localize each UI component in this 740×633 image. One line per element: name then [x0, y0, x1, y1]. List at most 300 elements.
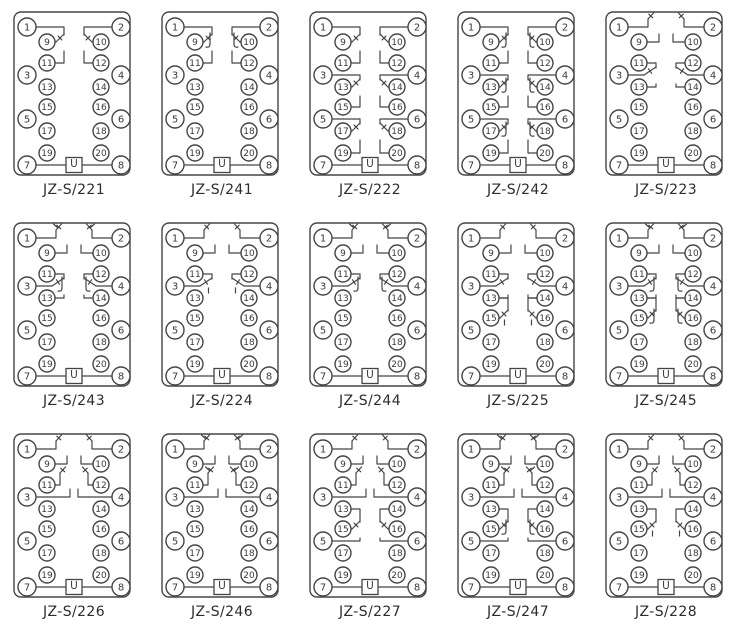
svg-text:14: 14: [687, 294, 699, 305]
svg-text:20: 20: [687, 360, 699, 371]
model-label: JZ-S/225: [486, 393, 550, 409]
svg-text:13: 13: [337, 505, 349, 516]
svg-text:9: 9: [488, 460, 494, 471]
svg-text:6: 6: [413, 536, 421, 548]
svg-text:17: 17: [189, 127, 201, 138]
svg-text:16: 16: [95, 525, 107, 536]
svg-text:7: 7: [23, 160, 31, 172]
svg-text:U: U: [218, 579, 226, 592]
socket-wiring-diagram: [296, 0, 444, 211]
svg-text:4: 4: [561, 281, 569, 293]
svg-text:1: 1: [23, 22, 31, 34]
svg-text:20: 20: [391, 360, 403, 371]
svg-text:17: 17: [485, 549, 497, 560]
svg-text:11: 11: [485, 481, 497, 492]
model-label: JZ-S/247: [486, 604, 550, 620]
diagram-cell: [148, 211, 296, 422]
svg-text:13: 13: [189, 505, 201, 516]
svg-text:5: 5: [467, 536, 475, 548]
svg-text:10: 10: [539, 460, 551, 471]
svg-text:11: 11: [633, 481, 645, 492]
svg-text:10: 10: [95, 38, 107, 49]
svg-text:18: 18: [687, 127, 699, 138]
model-label: JZ-S/228: [634, 604, 698, 620]
svg-text:17: 17: [189, 549, 201, 560]
svg-text:8: 8: [709, 160, 717, 172]
svg-text:1: 1: [23, 233, 31, 245]
svg-text:18: 18: [243, 127, 255, 138]
svg-text:3: 3: [171, 492, 179, 504]
svg-text:2: 2: [117, 233, 125, 245]
svg-text:18: 18: [391, 549, 403, 560]
svg-text:18: 18: [243, 549, 255, 560]
svg-text:U: U: [514, 157, 522, 170]
svg-text:7: 7: [615, 160, 623, 172]
svg-text:2: 2: [117, 444, 125, 456]
svg-text:6: 6: [117, 325, 125, 337]
svg-text:5: 5: [23, 325, 31, 337]
svg-text:6: 6: [413, 325, 421, 337]
svg-text:10: 10: [95, 249, 107, 260]
svg-text:17: 17: [337, 127, 349, 138]
svg-text:17: 17: [485, 127, 497, 138]
svg-text:7: 7: [319, 582, 327, 594]
svg-text:4: 4: [265, 70, 273, 82]
svg-text:U: U: [70, 157, 78, 170]
svg-text:13: 13: [41, 505, 53, 516]
svg-text:20: 20: [95, 571, 107, 582]
svg-text:11: 11: [485, 59, 497, 70]
socket-wiring-diagram: [592, 0, 740, 211]
svg-text:18: 18: [391, 338, 403, 349]
svg-text:15: 15: [189, 103, 201, 114]
svg-text:4: 4: [561, 70, 569, 82]
model-label: JZ-S/241: [190, 182, 254, 198]
svg-text:8: 8: [117, 371, 125, 383]
svg-text:13: 13: [41, 294, 53, 305]
svg-text:19: 19: [485, 360, 497, 371]
model-label: JZ-S/227: [338, 604, 402, 620]
svg-text:11: 11: [189, 270, 201, 281]
diagram-cell: [296, 0, 444, 211]
svg-text:12: 12: [243, 481, 255, 492]
svg-text:20: 20: [243, 360, 255, 371]
svg-text:3: 3: [23, 281, 31, 293]
svg-text:U: U: [70, 368, 78, 381]
svg-text:14: 14: [95, 294, 107, 305]
svg-text:12: 12: [687, 59, 699, 70]
svg-text:4: 4: [709, 70, 717, 82]
svg-text:8: 8: [709, 371, 717, 383]
svg-text:8: 8: [117, 160, 125, 172]
svg-text:11: 11: [337, 481, 349, 492]
svg-text:18: 18: [243, 338, 255, 349]
svg-text:5: 5: [319, 114, 327, 126]
svg-text:9: 9: [340, 460, 346, 471]
svg-text:13: 13: [633, 505, 645, 516]
svg-text:16: 16: [95, 314, 107, 325]
svg-text:19: 19: [337, 149, 349, 160]
svg-text:16: 16: [391, 103, 403, 114]
svg-text:2: 2: [265, 233, 273, 245]
svg-text:4: 4: [413, 492, 421, 504]
svg-text:11: 11: [41, 481, 53, 492]
socket-wiring-diagram: [0, 0, 148, 211]
socket-wiring-diagram: [0, 211, 148, 422]
svg-text:4: 4: [413, 281, 421, 293]
svg-text:U: U: [366, 157, 374, 170]
svg-text:15: 15: [189, 314, 201, 325]
svg-text:14: 14: [391, 83, 403, 94]
svg-text:6: 6: [413, 114, 421, 126]
svg-text:1: 1: [319, 444, 327, 456]
svg-text:8: 8: [709, 582, 717, 594]
svg-text:13: 13: [485, 294, 497, 305]
svg-text:3: 3: [171, 281, 179, 293]
svg-text:5: 5: [171, 536, 179, 548]
socket-wiring-diagram: [592, 422, 740, 633]
diagram-cell: [444, 211, 592, 422]
svg-text:12: 12: [687, 481, 699, 492]
model-label: JZ-S/243: [42, 393, 106, 409]
svg-text:5: 5: [615, 325, 623, 337]
svg-text:2: 2: [709, 444, 717, 456]
svg-text:4: 4: [561, 492, 569, 504]
svg-text:18: 18: [687, 338, 699, 349]
svg-text:U: U: [218, 157, 226, 170]
svg-text:6: 6: [117, 536, 125, 548]
svg-text:U: U: [514, 579, 522, 592]
socket-wiring-diagram: [444, 422, 592, 633]
svg-text:10: 10: [539, 249, 551, 260]
svg-text:2: 2: [561, 22, 569, 34]
svg-text:3: 3: [615, 492, 623, 504]
svg-text:10: 10: [687, 249, 699, 260]
svg-text:U: U: [514, 368, 522, 381]
svg-text:15: 15: [633, 314, 645, 325]
svg-text:19: 19: [41, 571, 53, 582]
svg-text:12: 12: [539, 59, 551, 70]
svg-text:8: 8: [413, 371, 421, 383]
svg-text:14: 14: [539, 83, 551, 94]
svg-text:4: 4: [709, 281, 717, 293]
svg-text:14: 14: [687, 505, 699, 516]
svg-text:16: 16: [95, 103, 107, 114]
svg-text:11: 11: [189, 481, 201, 492]
svg-text:6: 6: [561, 325, 569, 337]
svg-text:18: 18: [539, 127, 551, 138]
svg-text:17: 17: [633, 127, 645, 138]
socket-wiring-diagram: [148, 422, 296, 633]
svg-text:U: U: [218, 368, 226, 381]
svg-text:9: 9: [488, 249, 494, 260]
svg-text:1: 1: [615, 444, 623, 456]
svg-text:6: 6: [709, 536, 717, 548]
svg-text:10: 10: [687, 460, 699, 471]
svg-text:19: 19: [189, 360, 201, 371]
svg-text:9: 9: [340, 38, 346, 49]
svg-text:5: 5: [171, 114, 179, 126]
svg-text:12: 12: [95, 59, 107, 70]
svg-text:3: 3: [319, 70, 327, 82]
svg-text:6: 6: [265, 536, 273, 548]
svg-text:19: 19: [189, 149, 201, 160]
svg-text:14: 14: [95, 505, 107, 516]
svg-text:13: 13: [41, 83, 53, 94]
diagram-cell: [296, 211, 444, 422]
svg-text:8: 8: [117, 582, 125, 594]
model-label: JZ-S/245: [634, 393, 698, 409]
svg-text:9: 9: [636, 460, 642, 471]
svg-text:12: 12: [391, 481, 403, 492]
svg-text:11: 11: [189, 59, 201, 70]
svg-text:9: 9: [488, 38, 494, 49]
diagram-cell: [148, 422, 296, 633]
svg-text:11: 11: [41, 59, 53, 70]
socket-wiring-diagram: [148, 211, 296, 422]
svg-text:20: 20: [539, 571, 551, 582]
svg-text:9: 9: [44, 38, 50, 49]
svg-text:3: 3: [467, 281, 475, 293]
svg-text:5: 5: [615, 114, 623, 126]
svg-text:6: 6: [709, 114, 717, 126]
svg-text:9: 9: [636, 38, 642, 49]
svg-text:20: 20: [95, 149, 107, 160]
svg-text:19: 19: [189, 571, 201, 582]
svg-text:14: 14: [391, 294, 403, 305]
svg-text:11: 11: [337, 270, 349, 281]
model-label: JZ-S/224: [190, 393, 254, 409]
diagram-cell: [0, 211, 148, 422]
svg-text:11: 11: [485, 270, 497, 281]
diagram-cell: [148, 0, 296, 211]
svg-text:19: 19: [41, 360, 53, 371]
svg-text:6: 6: [561, 114, 569, 126]
svg-text:19: 19: [633, 149, 645, 160]
svg-text:9: 9: [44, 249, 50, 260]
svg-text:3: 3: [467, 492, 475, 504]
svg-text:6: 6: [265, 325, 273, 337]
svg-text:19: 19: [485, 571, 497, 582]
svg-text:15: 15: [189, 525, 201, 536]
svg-text:19: 19: [485, 149, 497, 160]
svg-text:8: 8: [265, 582, 273, 594]
svg-text:7: 7: [319, 371, 327, 383]
svg-text:12: 12: [95, 481, 107, 492]
svg-text:7: 7: [467, 371, 475, 383]
diagram-cell: [0, 0, 148, 211]
socket-wiring-diagram: [592, 211, 740, 422]
diagram-cell: [0, 422, 148, 633]
svg-text:19: 19: [41, 149, 53, 160]
svg-text:8: 8: [413, 160, 421, 172]
svg-text:19: 19: [633, 360, 645, 371]
svg-text:7: 7: [615, 371, 623, 383]
svg-text:1: 1: [319, 22, 327, 34]
socket-wiring-diagram: [444, 211, 592, 422]
svg-text:11: 11: [41, 270, 53, 281]
svg-text:18: 18: [95, 338, 107, 349]
svg-text:5: 5: [615, 536, 623, 548]
svg-text:19: 19: [633, 571, 645, 582]
svg-text:4: 4: [709, 492, 717, 504]
svg-text:3: 3: [23, 70, 31, 82]
svg-text:13: 13: [189, 83, 201, 94]
svg-text:17: 17: [633, 338, 645, 349]
svg-text:7: 7: [23, 582, 31, 594]
svg-text:14: 14: [687, 83, 699, 94]
model-label: JZ-S/222: [338, 182, 402, 198]
svg-text:18: 18: [95, 549, 107, 560]
diagram-cell: [592, 211, 740, 422]
svg-text:1: 1: [171, 22, 179, 34]
socket-wiring-diagram: [0, 422, 148, 633]
svg-text:14: 14: [539, 294, 551, 305]
svg-text:16: 16: [687, 103, 699, 114]
svg-text:13: 13: [633, 83, 645, 94]
svg-text:17: 17: [337, 549, 349, 560]
svg-text:5: 5: [467, 114, 475, 126]
svg-text:10: 10: [391, 38, 403, 49]
svg-text:9: 9: [340, 249, 346, 260]
svg-text:2: 2: [265, 444, 273, 456]
svg-text:3: 3: [319, 492, 327, 504]
svg-text:1: 1: [467, 444, 475, 456]
svg-text:7: 7: [467, 582, 475, 594]
socket-wiring-diagram: [296, 422, 444, 633]
svg-text:12: 12: [243, 59, 255, 70]
svg-text:3: 3: [615, 70, 623, 82]
svg-text:7: 7: [171, 160, 179, 172]
svg-text:6: 6: [265, 114, 273, 126]
svg-text:16: 16: [243, 314, 255, 325]
svg-text:20: 20: [539, 360, 551, 371]
svg-text:11: 11: [337, 59, 349, 70]
svg-text:15: 15: [485, 314, 497, 325]
svg-text:13: 13: [337, 83, 349, 94]
svg-text:17: 17: [633, 549, 645, 560]
svg-text:13: 13: [633, 294, 645, 305]
svg-text:6: 6: [709, 325, 717, 337]
svg-text:17: 17: [41, 549, 53, 560]
svg-text:5: 5: [319, 536, 327, 548]
svg-text:16: 16: [687, 525, 699, 536]
model-label: JZ-S/244: [338, 393, 402, 409]
svg-text:10: 10: [539, 38, 551, 49]
svg-text:14: 14: [539, 505, 551, 516]
svg-text:2: 2: [413, 444, 421, 456]
svg-text:12: 12: [391, 270, 403, 281]
socket-wiring-diagram: [296, 211, 444, 422]
diagram-cell: [592, 422, 740, 633]
svg-text:20: 20: [391, 149, 403, 160]
model-label: JZ-S/226: [42, 604, 106, 620]
svg-text:18: 18: [95, 127, 107, 138]
svg-text:5: 5: [171, 325, 179, 337]
svg-text:7: 7: [319, 160, 327, 172]
svg-text:3: 3: [171, 70, 179, 82]
svg-text:7: 7: [615, 582, 623, 594]
svg-text:12: 12: [243, 270, 255, 281]
svg-text:15: 15: [337, 525, 349, 536]
svg-text:U: U: [366, 579, 374, 592]
svg-text:1: 1: [615, 233, 623, 245]
svg-text:10: 10: [243, 38, 255, 49]
svg-text:2: 2: [413, 22, 421, 34]
svg-text:10: 10: [391, 460, 403, 471]
socket-wiring-diagram: [148, 0, 296, 211]
svg-text:7: 7: [23, 371, 31, 383]
svg-text:19: 19: [337, 360, 349, 371]
svg-text:16: 16: [243, 525, 255, 536]
diagram-cell: [444, 0, 592, 211]
svg-text:6: 6: [117, 114, 125, 126]
svg-text:1: 1: [171, 233, 179, 245]
svg-text:10: 10: [95, 460, 107, 471]
svg-text:1: 1: [319, 233, 327, 245]
svg-text:15: 15: [633, 525, 645, 536]
svg-text:1: 1: [615, 22, 623, 34]
svg-text:12: 12: [95, 270, 107, 281]
svg-text:12: 12: [539, 481, 551, 492]
svg-text:2: 2: [265, 22, 273, 34]
svg-text:10: 10: [687, 38, 699, 49]
svg-text:9: 9: [192, 38, 198, 49]
svg-text:5: 5: [23, 536, 31, 548]
svg-text:12: 12: [539, 270, 551, 281]
diagram-cell: [592, 0, 740, 211]
model-label: JZ-S/242: [486, 182, 550, 198]
svg-text:2: 2: [709, 22, 717, 34]
svg-text:5: 5: [319, 325, 327, 337]
diagram-cell: [296, 422, 444, 633]
svg-text:17: 17: [41, 127, 53, 138]
svg-text:4: 4: [265, 281, 273, 293]
svg-text:18: 18: [539, 338, 551, 349]
socket-wiring-diagram: [444, 0, 592, 211]
svg-text:8: 8: [561, 371, 569, 383]
svg-text:15: 15: [41, 525, 53, 536]
svg-text:18: 18: [687, 549, 699, 560]
svg-text:1: 1: [467, 22, 475, 34]
svg-text:16: 16: [539, 314, 551, 325]
svg-text:17: 17: [485, 338, 497, 349]
svg-text:2: 2: [117, 22, 125, 34]
svg-text:15: 15: [337, 103, 349, 114]
svg-text:1: 1: [171, 444, 179, 456]
svg-text:2: 2: [561, 444, 569, 456]
svg-text:U: U: [70, 579, 78, 592]
svg-text:18: 18: [539, 549, 551, 560]
svg-text:7: 7: [171, 371, 179, 383]
svg-text:3: 3: [319, 281, 327, 293]
svg-text:10: 10: [243, 249, 255, 260]
diagram-cell: [444, 422, 592, 633]
svg-text:U: U: [662, 368, 670, 381]
svg-text:4: 4: [265, 492, 273, 504]
svg-text:9: 9: [192, 249, 198, 260]
svg-text:4: 4: [413, 70, 421, 82]
svg-text:4: 4: [117, 492, 125, 504]
svg-text:10: 10: [243, 460, 255, 471]
svg-text:16: 16: [391, 314, 403, 325]
svg-text:17: 17: [189, 338, 201, 349]
svg-text:20: 20: [95, 360, 107, 371]
svg-text:15: 15: [41, 103, 53, 114]
svg-text:15: 15: [485, 525, 497, 536]
svg-text:4: 4: [117, 70, 125, 82]
svg-text:3: 3: [467, 70, 475, 82]
